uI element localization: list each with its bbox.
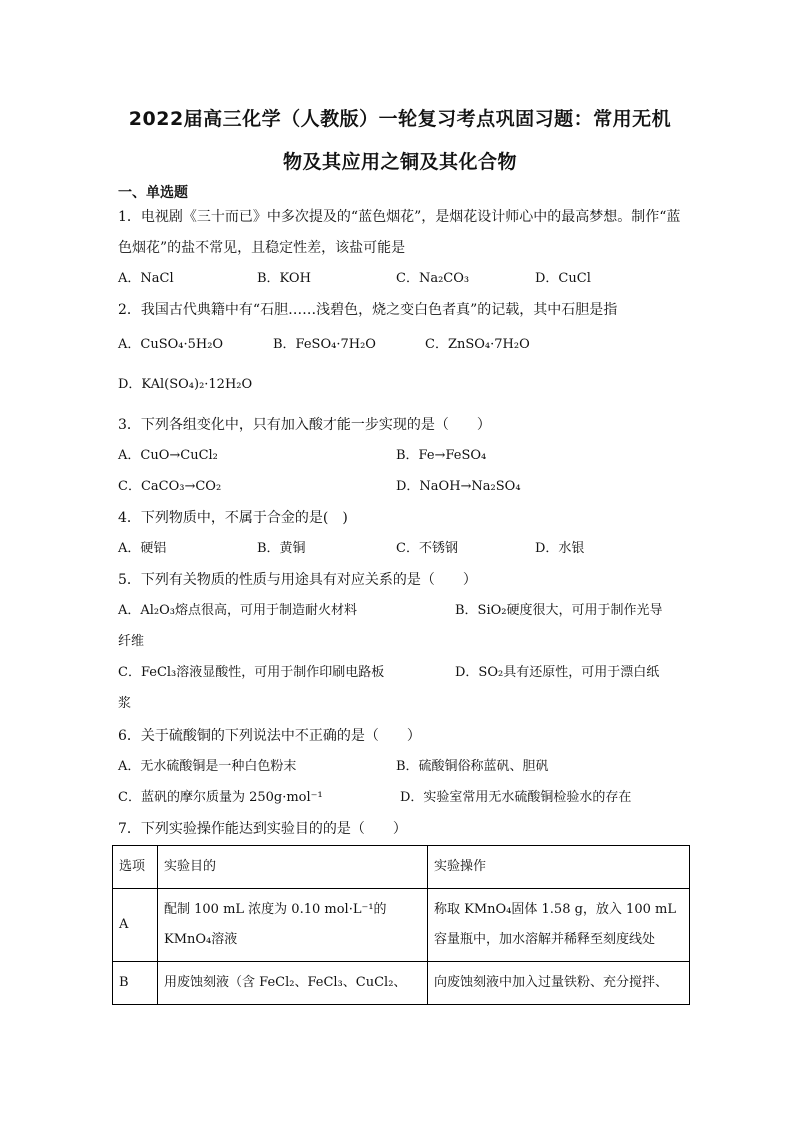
table-cell-purpose: 用废蚀刻液（含 FeCl₂、FeCl₃、CuCl₂、	[158, 962, 428, 1005]
question-7-table	[112, 845, 690, 1005]
question-7-stem: 7．下列实验操作能达到实验目的的是（ ）	[118, 821, 407, 837]
question-6-option-d: D．实验室常用无水硫酸铜检验水的存在	[400, 790, 632, 805]
question-5-option-d: D．SO₂具有还原性，可用于漂白纸	[455, 665, 660, 680]
question-3-option-a: A．CuO→CuCl₂	[118, 448, 218, 463]
section-heading: 一、单选题	[118, 185, 188, 201]
document-title-line-1: 2022届高三化学（人教版）一轮复习考点巩固习题：常用无机	[128, 108, 672, 130]
question-2-option-b: B．FeSO₄·7H₂O	[273, 337, 376, 352]
question-5-option-b: B．SiO₂硬度很大，可用于制作光导	[455, 603, 663, 618]
question-3-option-c: C．CaCO₃→CO₂	[118, 479, 222, 494]
table-header-operation: 实验操作	[428, 846, 690, 889]
question-2-option-c: C．ZnSO₄·7H₂O	[425, 337, 530, 352]
question-5-option-c: C．FeCl₃溶液显酸性，可用于制作印刷电路板	[118, 665, 385, 680]
question-4-option-d: D．水银	[535, 541, 585, 556]
question-5-option-a: A．Al₂O₃熔点很高，可用于制造耐火材料	[118, 603, 358, 618]
question-1-option-a: A．NaCl	[118, 271, 174, 286]
question-4-option-a: A．硬铝	[118, 541, 167, 556]
question-6-option-a: A．无水硫酸铜是一种白色粉末	[118, 759, 297, 774]
question-3-option-b: B．Fe→FeSO₄	[396, 448, 487, 463]
table-header-option: 选项	[113, 846, 158, 889]
question-2-stem: 2．我国古代典籍中有“石胆……浅碧色，烧之变白色者真”的记载，其中石胆是指	[118, 302, 618, 318]
table-header-purpose: 实验目的	[158, 846, 428, 889]
question-1-option-b: B．KOH	[257, 271, 311, 286]
table-cell-purpose: 配制 100 mL 浓度为 0.10 mol·L⁻¹的 KMnO₄溶液	[158, 889, 428, 962]
question-1-stem-line-1: 1．电视剧《三十而已》中多次提及的“蓝色烟花”，是烟花设计师心中的最高梦想。制作“蓝	[118, 209, 681, 225]
question-1-option-c: C．Na₂CO₃	[396, 271, 470, 286]
table-row	[113, 962, 690, 1005]
table-cell-option: A	[113, 889, 158, 962]
table-cell-option: B	[113, 962, 158, 1005]
question-6-option-c: C．蓝矾的摩尔质量为 250g·mol⁻¹	[118, 790, 323, 805]
question-4-stem: 4．下列物质中，不属于合金的是( )	[118, 510, 348, 526]
table-cell-operation: 向废蚀刻液中加入过量铁粉、充分搅拌、	[428, 962, 690, 1005]
question-2-option-d: D．KAl(SO₄)₂·12H₂O	[118, 377, 253, 392]
question-5-option-d-continued: 浆	[118, 696, 132, 711]
table-cell-operation: 称取 KMnO₄固体 1.58 g，放入 100 mL 容量瓶中，加水溶解并稀释至刻度线处	[428, 889, 690, 962]
question-3-stem: 3．下列各组变化中，只有加入酸才能一步实现的是（ ）	[118, 417, 491, 433]
question-2-option-a: A．CuSO₄·5H₂O	[118, 337, 224, 352]
question-3-option-d: D．NaOH→Na₂SO₄	[396, 479, 521, 494]
question-5-option-b-continued: 纤维	[118, 634, 145, 649]
question-1-stem-line-2: 色烟花”的盐不常见，且稳定性差，该盐可能是	[118, 240, 406, 256]
question-5-stem: 5．下列有关物质的性质与用途具有对应关系的是（ ）	[118, 572, 477, 588]
question-4-option-c: C．不锈钢	[396, 541, 458, 556]
question-1-option-d: D．CuCl	[535, 271, 591, 286]
question-6-option-b: B．硫酸铜俗称蓝矾、胆矾	[396, 759, 549, 774]
question-6-stem: 6．关于硫酸铜的下列说法中不正确的是（ ）	[118, 728, 421, 744]
table-header-row	[113, 846, 690, 889]
question-4-option-b: B．黄铜	[257, 541, 306, 556]
document-title-line-2: 物及其应用之铜及其化合物	[282, 151, 517, 173]
table-row	[113, 889, 690, 962]
